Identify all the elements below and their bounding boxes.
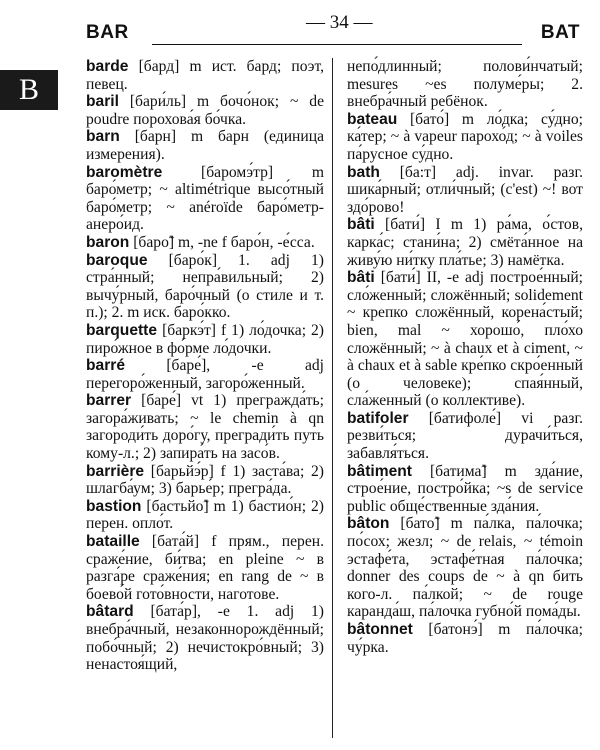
entry-headword: bateau [347, 110, 398, 128]
entry-body: [баро̃] m, -ne f баро́н, -е́сса. [133, 233, 315, 251]
guide-word-left: BAR [86, 22, 129, 43]
entry-body: [батифоле́] vi разг. резви́ться; дурачи́ться, забавля́ться. [347, 409, 583, 463]
dictionary-entry [86, 234, 324, 252]
dictionary-entry [86, 463, 324, 498]
entry-body: [бати́] I m 1) ра́ма, о́стов, карка́с; стани́на; 2) смёта́нное на живу́ю ни́тку пла́тье; 3) намётка. [347, 216, 583, 269]
guide-word-right: BAT [540, 22, 580, 43]
dictionary-entry [347, 515, 583, 621]
entry-body: [барн] m барн (единица измерения). [86, 128, 324, 163]
entry-body: [бата́р], -e 1. adj 1) внебра́чный, незаконнорождённый; побо́чный; 2) нечистокро́вный; 3) ненастоя́щий, [86, 603, 324, 674]
entry-body: [бари́ль] m бочо́нок; ~ de poudre порохова́я бо́чка. [86, 93, 325, 128]
entry-headword: bâtard [86, 603, 134, 621]
dictionary-entry [86, 128, 324, 163]
dictionary-entry [86, 322, 324, 357]
entry-headword: barrière [86, 462, 145, 480]
column-divider [332, 58, 333, 738]
page-number: — 34 — [302, 12, 377, 34]
dictionary-entry [86, 58, 324, 93]
entry-headword: bastion [86, 497, 142, 515]
entry-headword: bâtiment [347, 462, 412, 480]
entry-body: [бати́] II, -e adj построе́нный; сло́женный; сложённый; solidement ~ крепко сложённый, корена́стый; bien, mal ~ хорошо́, пло́хо сложённый; ~ à chaux et à ciment, ~ à chaux et à sable кре́пко скро́енный (о человеке); спая́нный, сла́женный (о коллективе). [347, 269, 583, 410]
dictionary-entry [347, 216, 583, 269]
entry-body: [батонэ́] m па́лочка; чу́рка. [347, 621, 583, 656]
page-header [80, 10, 580, 50]
entry-body: [батима̃] m зда́ние, строе́ние, постро́йка; ~s de service public обще́ственные зда́ния. [347, 462, 583, 515]
section-letter-tab [0, 70, 58, 110]
entry-headword: baril [86, 93, 119, 111]
dictionary-entry [86, 252, 324, 322]
entry-body: [бастьйо̃] m 1) бастио́н; 2) перен. опло́т. [86, 497, 325, 533]
dictionary-entry [86, 93, 324, 128]
entry-body: [бард] m ист. бард; поэт, певец. [86, 58, 324, 93]
entry-headword: bâti [347, 216, 375, 234]
entry-headword: barrer [86, 392, 132, 410]
entry-headword: baromètre [86, 163, 163, 181]
entry-headword: bâti [347, 269, 375, 287]
dictionary-entry [86, 392, 324, 462]
dictionary-entry [86, 603, 324, 673]
dictionary-entry [347, 269, 583, 410]
dictionary-entry [347, 621, 583, 656]
left-column [86, 58, 324, 674]
entry-body: непо́длинный; полови́нчатый; mesures ~es полуме́ры; 2. внебра́чный ребёнок. [347, 58, 583, 111]
entry-body: [бато́] m ло́дка; су́дно; ка́тер; ~ à vapeur парохо́д; ~ à voiles па́русное су́дно. [347, 110, 583, 163]
entry-headword: bath [347, 163, 380, 181]
entry-headword: batifoler [347, 409, 409, 427]
entry-body: [баро́к] 1. adj 1) стра́нный; непра́вильный; 2) вычу́рный, баро́чный (о стиле и т. п.); 2. m иск. баро́кко. [86, 251, 325, 322]
entry-headword: barde [86, 58, 129, 75]
dictionary-entry [347, 463, 583, 516]
dictionary-entry [347, 410, 583, 463]
section-letter: B [18, 73, 39, 106]
entry-headword: barré [86, 357, 126, 375]
entry-body: [баре́] vt 1) прегражда́ть; загора́живать; ~ le chemin à qn загороди́ть доро́гу, прегради́ть путь кому-л.; 2) запира́ть на засо́в. [86, 392, 324, 463]
dictionary-entry [86, 357, 324, 392]
entry-body: [бата́й] f прям., перен. сраже́ние, би́тва; en pleine ~ в разга́ре сраже́ния; en rang de ~ в боево́й гото́вности, наготове. [86, 533, 324, 603]
entry-body: [бато̃] m па́лка, па́лочка; по́сох; жезл; ~ de relais, ~ témoin эстафе́та, эстафе́тная па́лочка; donner des coups de ~ à qn бить кого-л. па́лкой; ~ de rouge каранда́ш, па́лочка губно́й пома́ды. [347, 515, 583, 621]
right-column [347, 58, 583, 656]
entry-headword: baron [86, 233, 130, 251]
dictionary-entry [347, 111, 583, 164]
entry-headword: barquette [86, 321, 158, 339]
dictionary-entry [86, 498, 324, 533]
entry-body: [барьйэ́р] f 1) заста́ва; 2) шлагба́ум; 3) барье́р; прегра́да. [86, 462, 324, 498]
dictionary-entry [86, 533, 324, 603]
entry-body: [баркэ́т] f 1) ло́дочка; 2) пиро́жное в фо́рме ло́дочки. [86, 321, 324, 357]
entry-headword: baroque [86, 251, 148, 269]
entry-headword: bataille [86, 533, 140, 551]
dictionary-entry-continuation [347, 58, 583, 111]
dictionary-entry [347, 164, 583, 217]
dictionary-entry [86, 164, 324, 234]
entry-body: [ба:т] adj. invar. разг. шика́рный; отли́чный; (c'est) ~! вот здо́рово! [347, 163, 583, 216]
entry-headword: bâtonnet [347, 621, 413, 638]
entry-headword: bâton [347, 515, 390, 533]
entry-body: [баромэ́тр] m баро́метр; ~ altimétrique высо́тный баро́метр; ~ anéroïde баро́метр-анеро́ид. [86, 163, 324, 234]
entry-body: [баре́], -e adj перегоро́женный, загоро́женный. [86, 357, 324, 392]
entry-headword: barn [86, 128, 120, 146]
header-rule [152, 44, 522, 45]
